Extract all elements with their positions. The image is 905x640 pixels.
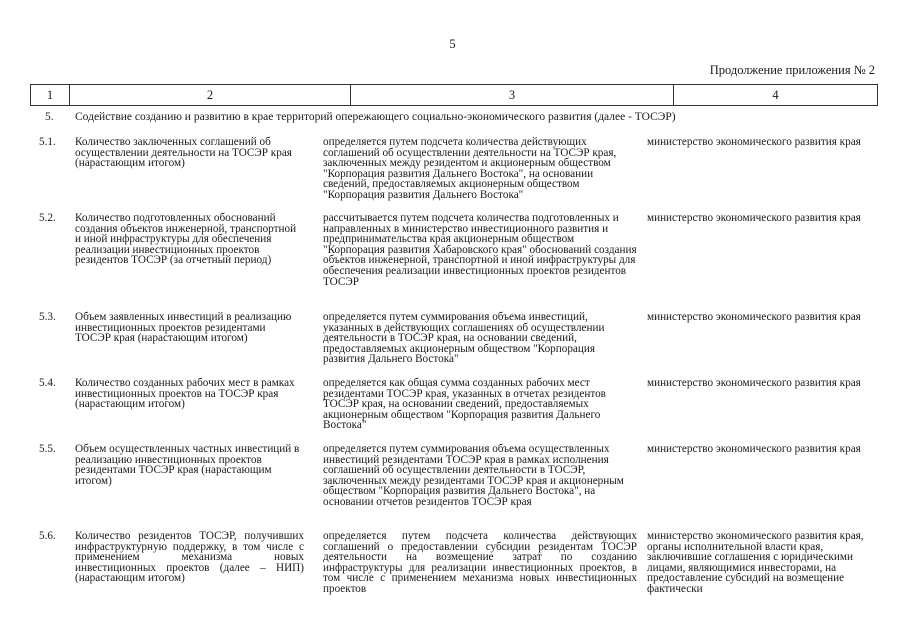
header-col-3: 3: [350, 85, 673, 105]
header-col-4: 4: [673, 85, 877, 105]
method-cell: определяется как общая сумма созданных рабочих мест резидентами ТОСЭР края, указанных в отчетах резидентов ТОСЭР края, на основании сведений, предоставляемых акционерным обществом "Корпорация развития Дальнего Востока": [323, 377, 606, 432]
indicator-cell: Количество подготовленных обоснований создания объектов инженерной, транспортной и иной инфраструктуры для обеспечения реализации инвестиционных проектов резидентов ТОСЭР (за отчетный период): [75, 212, 297, 267]
page-number: 5: [449, 37, 456, 51]
responsible-cell: министерство экономического развития края: [647, 212, 861, 224]
responsible-cell: министерство экономического развития края, органы исполнительной власти края, заключившие соглашения с юридическими лицами, являющимися инвесторами, на предоставление субсидий на возмещение фактически: [647, 530, 864, 595]
row-number: 5.1.: [39, 136, 56, 148]
row-number: 5.6.: [39, 530, 56, 542]
method-cell: определяется путем суммирования объема осуществленных инвестиций резидентами ТОСЭР края в рамках исполнения соглашений об осуществлении деятельности в ТОСЭР, заключенных между резидентами ТОСЭР края и акционерным обществом "Корпорация развития Дальнего Востока", на основании отчетов резидентов ТОСЭР края: [323, 443, 624, 508]
indicator-cell: Количество заключенных соглашений об осуществлении деятельности на ТОСЭР края (нарастающим итогом): [75, 136, 292, 170]
method-cell: определяется путем подсчета количества действующих соглашений о предоставлении субсидии резидентам ТОСЭР деятельности на возмещение затрат по созданию инфраструктуры для реализации инвестиционных проектов, в том числе с применением механизма новых инвестиционных проектов: [323, 530, 637, 595]
row-number: 5.5.: [39, 443, 56, 455]
responsible-cell: министерство экономического развития края: [647, 136, 861, 148]
row-number: 5.2.: [39, 212, 56, 224]
indicator-cell: Количество созданных рабочих мест в рамках инвестиционных проектов на ТОСЭР края (нарастающим итогом): [75, 377, 295, 411]
indicator-cell: Объем заявленных инвестиций в реализацию инвестиционных проектов резидентами ТОСЭР края (нарастающим итогом): [75, 311, 292, 345]
continuation-label: Продолжение приложения № 2: [709, 63, 875, 77]
method-cell: определяется путем суммирования объема инвестиций, указанных в действующих соглашениях об осуществлении деятельности в ТОСЭР края, на основании сведений, предоставляемых акционерным обществом "Корпорация развития Дальнего Востока": [323, 311, 605, 366]
row-number: 5.3.: [39, 311, 56, 323]
indicator-cell: Объем осуществленных частных инвестиций в реализацию инвестиционных проектов резидентами ТОСЭР края (нарастающим итогом): [75, 443, 300, 487]
section-number: 5.: [45, 111, 54, 123]
row-number: 5.4.: [39, 377, 56, 389]
responsible-cell: министерство экономического развития края: [647, 443, 861, 455]
table-header-row: [30, 84, 878, 106]
indicator-cell: Количество резидентов ТОСЭР, получивших инфраструктурную поддержку, в том числе с применением механизма новых инвестиционных проектов (далее – НИП) (нарастающим итогом): [75, 530, 304, 585]
responsible-cell: министерство экономического развития края: [647, 377, 861, 389]
section-title: Содействие созданию и развитию в крае территорий опережающего социально-экономического развития (далее - ТОСЭР): [75, 111, 676, 123]
method-cell: определяется путем подсчета количества действующих соглашений об осуществлении деятельности на ТОСЭР края, заключенных между резидентом и акционерным обществом "Корпорация развития Дальнего Востока", на основании сведений, предоставляемых акционерным обществом "Корпорация развития Дальнего Востока": [323, 136, 617, 201]
header-col-2: 2: [69, 85, 350, 105]
responsible-cell: министерство экономического развития края: [647, 311, 861, 323]
header-col-1: 1: [46, 88, 54, 102]
method-cell: рассчитывается путем подсчета количества подготовленных и направленных в министерство инвестиционного развития и предпринимательства края акционерным обществом "Корпорация развития Хабаровского края" обоснований создания объектов инженерной, транспортной и иной инфраструктуры для обеспечения реализации инвестиционных проектов резидентов ТОСЭР: [323, 212, 637, 288]
